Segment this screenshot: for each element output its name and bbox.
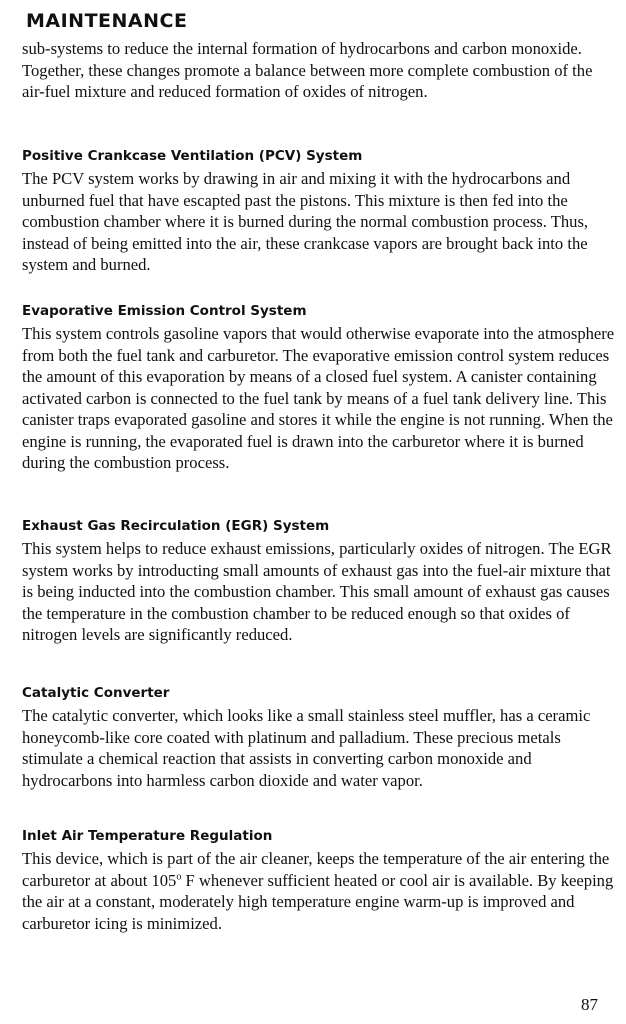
section-evaporative (22, 303, 616, 474)
section-text-egr: This system helps to reduce exhaust emissions, particularly oxides of nitrogen. The EGR system works by introducting small amounts of exhaust gas into the fuel-air mixture that is being inducted into the combustion chamber. This small amount of exhaust gas causes the temperature in the combustion chamber to be reduced enough so that oxides of nitrogen levels are significantly reduced. (22, 539, 612, 644)
inlet-air-text-start: This device, which is part of the air cleaner, keeps the temperature of the air entering the carburetor at about 105 (22, 849, 610, 890)
section-heading-inlet-air: Inlet Air Temperature Regulation (22, 828, 273, 844)
section-egr (22, 518, 616, 646)
intro-paragraph: sub-systems to reduce the internal formation of hydrocarbons and carbon monoxide. Together, these changes promote a balance between more complete combustion of the air-fuel mixture and reduced formation of oxides of nitrogen. (22, 39, 593, 101)
inlet-air-text-end: F whenever sufficient heated or cool air is available. By keeping the air at a constant, moderately high temperature engine warm-up is improved and carburetor icing is minimized. (22, 870, 614, 933)
section-text-inlet-air (22, 848, 616, 934)
degree-mark: o (176, 870, 182, 882)
section-text-evaporative: This system controls gasoline vapors that would otherwise evaporate into the atmosphere from both the fuel tank and carburetor. The evaporative emission control system reduces the amount of this evaporation by means of a closed fuel system. A canister containing activated carbon is connected to the fuel tank by means of a fuel tank delivery line. This canister traps evaporated gasoline and stores it while the engine is not running. When the engine is running, the evaporated fuel is drawn into the carburetor where it is burned during the combustion process. (22, 324, 615, 472)
section-heading-egr: Exhaust Gas Recirculation (EGR) System (22, 518, 330, 534)
intro-section (22, 38, 616, 103)
section-text-catalytic: The catalytic converter, which looks like a small stainless steel muffler, has a ceramic honeycomb-like core coated with platinum and palladium. These precious metals stimulate a chemical reaction that assists in converting carbon monoxide and hydrocarbons into harmless carbon dioxide and water vapor. (22, 706, 591, 790)
page-number: 87 (581, 995, 598, 1014)
chapter-title: MAINTENANCE (26, 10, 188, 32)
section-heading-evaporative: Evaporative Emission Control System (22, 303, 307, 319)
section-heading-pcv: Positive Crankcase Ventilation (PCV) System (22, 148, 363, 164)
section-text-pcv: The PCV system works by drawing in air and mixing it with the hydrocarbons and unburned fuel that have escapted past the pistons. This mixture is then fed into the combustion chamber where it is burned during the normal combustion process. Thus, instead of being emitted into the air, these crankcase vapors are brought back into the system and burned. (22, 169, 589, 274)
section-inlet-air (22, 828, 616, 934)
section-catalytic (22, 685, 616, 791)
section-heading-catalytic: Catalytic Converter (22, 685, 170, 701)
section-pcv (22, 148, 616, 276)
